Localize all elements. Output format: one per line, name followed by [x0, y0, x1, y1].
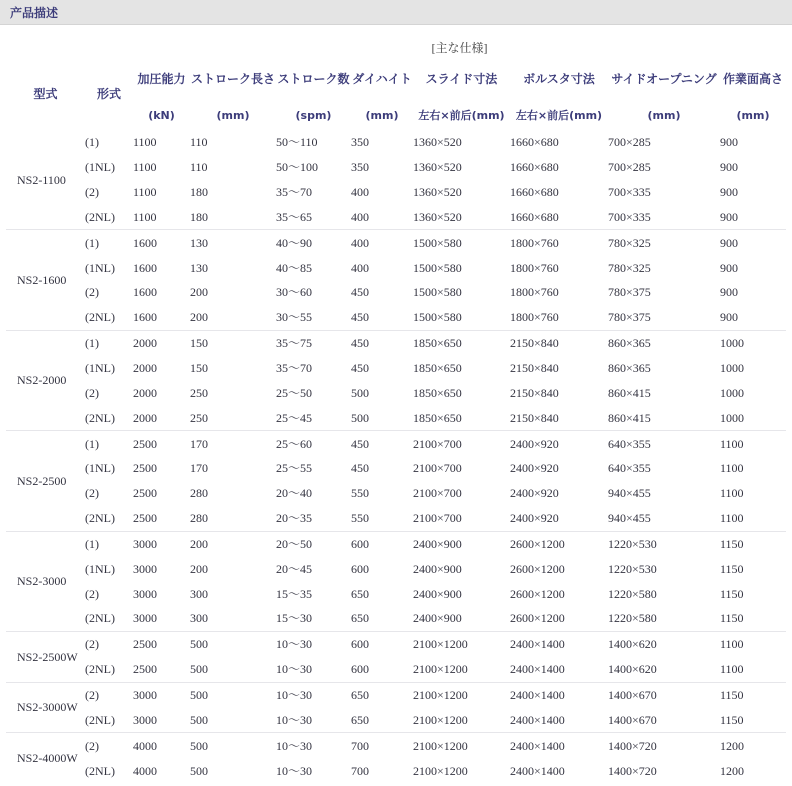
capacity-cell: 4000	[133, 733, 190, 758]
stroke-count-cell: 10～30	[276, 662, 313, 677]
slide-size-cell: 1850×650	[413, 361, 462, 376]
capacity-cell: 3000	[133, 531, 190, 556]
slide-size-cell: 2100×700	[413, 486, 462, 501]
stroke-count-cell: 20～35	[276, 511, 313, 526]
stroke-length-cell: 250	[190, 385, 208, 400]
bolster-size-cell: 2400×1400	[510, 733, 608, 758]
bolster-size-cell: 1800×760	[510, 260, 559, 275]
die-height-cell: 700	[351, 763, 369, 778]
bolster-size-cell: 2400×920	[510, 486, 559, 501]
form-cell: (2NL)	[85, 209, 115, 224]
die-height-cell: 450	[351, 431, 413, 456]
capacity-cell: 2500	[133, 511, 157, 526]
bolster-size-cell: 2150×840	[510, 330, 608, 355]
die-height-cell: 600	[351, 561, 369, 576]
side-opening-cell: 1220×530	[608, 561, 657, 576]
slide-size-cell: 1500×580	[413, 260, 462, 275]
work-height-cell: 1100	[720, 431, 786, 456]
work-height-cell: 1150	[720, 531, 786, 556]
unit-stroke-length: (mm)	[216, 108, 250, 122]
stroke-length-cell: 280	[190, 511, 208, 526]
capacity-cell: 3000	[133, 586, 157, 601]
stroke-count-cell: 20～45	[276, 561, 313, 576]
form-cell: (1)	[85, 135, 99, 150]
form-cell: (2NL)	[85, 712, 115, 727]
form-cell: (1NL)	[85, 561, 115, 576]
die-height-cell: 650	[351, 682, 413, 707]
table-row	[6, 657, 786, 682]
capacity-cell: 1100	[133, 209, 157, 224]
side-opening-cell: 1220×530	[608, 531, 720, 556]
bolster-size-cell: 2600×1200	[510, 561, 565, 576]
capacity-cell: 4000	[133, 763, 157, 778]
capacity-cell: 2500	[133, 662, 157, 677]
die-height-cell: 350	[351, 135, 369, 150]
table-row	[6, 431, 786, 456]
side-opening-cell: 700×335	[608, 185, 651, 200]
col-header-die-height: ダイハイト	[352, 71, 412, 86]
bolster-size-cell: 2400×1400	[510, 682, 608, 707]
stroke-count-cell: 25～50	[276, 385, 313, 400]
model-cell: NS2-3000W	[6, 682, 85, 733]
unit-capacity: (kN)	[148, 108, 175, 122]
stroke-length-cell: 500	[190, 763, 208, 778]
stroke-length-cell: 500	[190, 631, 276, 656]
unit-side-opening: (mm)	[647, 108, 681, 122]
stroke-length-cell: 300	[190, 586, 208, 601]
die-height-cell: 500	[351, 385, 369, 400]
side-opening-cell: 1400×620	[608, 631, 720, 656]
capacity-cell: 2500	[133, 631, 190, 656]
stroke-length-cell: 170	[190, 461, 208, 476]
stroke-count-cell: 15～30	[276, 611, 313, 626]
table-row	[6, 280, 786, 305]
slide-size-cell: 2100×1200	[413, 631, 510, 656]
unit-die-height: (mm)	[365, 108, 399, 122]
work-height-cell: 1100	[720, 486, 744, 501]
work-height-cell: 1000	[720, 410, 744, 425]
stroke-count-cell: 10～30	[276, 763, 313, 778]
form-cell: (2NL)	[85, 310, 115, 325]
work-height-cell: 900	[720, 135, 738, 150]
die-height-cell: 600	[351, 531, 413, 556]
table-row	[6, 330, 786, 355]
work-height-cell: 1200	[720, 733, 786, 758]
work-height-cell: 900	[720, 310, 738, 325]
work-height-cell: 1000	[720, 385, 744, 400]
section-header	[0, 0, 792, 25]
die-height-cell: 450	[351, 461, 369, 476]
bolster-size-cell: 2400×920	[510, 431, 608, 456]
work-height-cell: 900	[720, 160, 738, 175]
slide-size-cell: 1850×650	[413, 385, 462, 400]
die-height-cell: 550	[351, 511, 369, 526]
stroke-length-cell: 500	[190, 712, 208, 727]
stroke-count-cell: 35～65	[276, 209, 313, 224]
table-row	[6, 733, 786, 758]
capacity-cell: 1100	[133, 160, 157, 175]
form-cell: (1NL)	[85, 260, 115, 275]
slide-size-cell: 2400×900	[413, 586, 462, 601]
stroke-length-cell: 200	[190, 285, 208, 300]
stroke-length-cell: 500	[190, 662, 208, 677]
side-opening-cell: 1400×620	[608, 662, 657, 677]
work-height-cell: 1150	[720, 712, 744, 727]
die-height-cell: 700	[351, 733, 413, 758]
die-height-cell: 650	[351, 586, 369, 601]
die-height-cell: 650	[351, 611, 369, 626]
capacity-cell: 3000	[133, 561, 157, 576]
form-cell: (1)	[85, 531, 133, 556]
side-opening-cell: 860×415	[608, 410, 651, 425]
work-height-cell: 1150	[720, 611, 744, 626]
side-opening-cell: 860×365	[608, 361, 651, 376]
capacity-cell: 3000	[133, 712, 157, 727]
table-row	[6, 606, 786, 631]
form-cell: (2)	[85, 733, 133, 758]
stroke-length-cell: 130	[190, 260, 208, 275]
work-height-cell: 900	[720, 285, 738, 300]
section-title: 产品描述	[10, 6, 59, 20]
model-cell: NS2-3000	[6, 531, 85, 631]
capacity-cell: 1100	[133, 135, 157, 150]
slide-size-cell: 1360×520	[413, 209, 462, 224]
spec-table-body	[6, 130, 786, 783]
bolster-size-cell: 1660×680	[510, 135, 559, 150]
table-row	[6, 682, 786, 707]
stroke-count-cell: 10～30	[276, 631, 351, 656]
stroke-length-cell: 130	[190, 230, 276, 255]
work-height-cell: 1100	[720, 511, 744, 526]
capacity-cell: 1100	[133, 185, 157, 200]
stroke-count-cell: 50～110	[276, 135, 318, 150]
form-cell: (1)	[85, 230, 133, 255]
capacity-cell: 1600	[133, 260, 157, 275]
stroke-count-cell: 35～75	[276, 330, 351, 355]
slide-size-cell: 2100×1200	[413, 712, 468, 727]
form-cell: (2NL)	[85, 611, 115, 626]
capacity-cell: 1600	[133, 230, 190, 255]
work-height-cell: 1150	[720, 561, 744, 576]
side-opening-cell: 940×455	[608, 486, 651, 501]
bolster-size-cell: 2600×1200	[510, 531, 608, 556]
work-height-cell: 1100	[720, 631, 786, 656]
col-header-work-height: 作業面高さ	[722, 71, 783, 86]
table-row	[6, 155, 786, 180]
slide-size-cell: 1500×580	[413, 230, 510, 255]
table-row	[6, 356, 786, 381]
unit-stroke-count: (spm)	[295, 108, 332, 122]
table-row	[6, 631, 786, 656]
slide-size-cell: 2100×700	[413, 431, 510, 456]
stroke-count-cell: 10～30	[276, 712, 313, 727]
table-row	[6, 230, 786, 255]
die-height-cell: 500	[351, 410, 369, 425]
die-height-cell: 450	[351, 285, 369, 300]
model-cell: NS2-2500	[6, 431, 85, 531]
slide-size-cell: 2100×1200	[413, 763, 468, 778]
stroke-length-cell: 150	[190, 330, 276, 355]
stroke-count-cell: 30～60	[276, 285, 313, 300]
bolster-size-cell: 2150×840	[510, 385, 559, 400]
work-height-cell: 1000	[720, 361, 744, 376]
table-row	[6, 255, 786, 280]
slide-size-cell: 2400×900	[413, 611, 462, 626]
side-opening-cell: 860×415	[608, 385, 651, 400]
work-height-cell: 1150	[720, 586, 744, 601]
die-height-cell: 450	[351, 330, 413, 355]
bolster-size-cell: 2400×1400	[510, 631, 608, 656]
stroke-length-cell: 110	[190, 135, 208, 150]
stroke-length-cell: 180	[190, 209, 208, 224]
side-opening-cell: 700×285	[608, 135, 651, 150]
col-header-stroke-length: ストローク長さ	[190, 71, 275, 86]
form-cell: (2)	[85, 185, 99, 200]
unit-bolster-size: 左右×前后(mm)	[515, 108, 603, 122]
spec-note: [主な仕様]	[431, 40, 488, 55]
model-cell: NS2-1100	[17, 172, 66, 187]
stroke-count-cell: 35～70	[276, 185, 313, 200]
table-row	[6, 707, 786, 732]
slide-size-cell: 2100×1200	[413, 682, 510, 707]
table-row	[6, 531, 786, 556]
bolster-size-cell: 1800×760	[510, 285, 559, 300]
capacity-cell: 2500	[133, 486, 157, 501]
side-opening-cell: 940×455	[608, 511, 651, 526]
col-header-model: 型式	[33, 86, 58, 101]
slide-size-cell: 1850×650	[413, 330, 510, 355]
stroke-length-cell: 500	[190, 682, 276, 707]
side-opening-cell: 700×285	[608, 160, 651, 175]
stroke-count-cell: 15～35	[276, 586, 313, 601]
capacity-cell: 2000	[133, 410, 157, 425]
die-height-cell: 400	[351, 185, 369, 200]
stroke-length-cell: 200	[190, 531, 276, 556]
capacity-cell: 3000	[133, 682, 190, 707]
bolster-size-cell: 2400×920	[510, 511, 559, 526]
stroke-length-cell: 300	[190, 611, 208, 626]
form-cell: (1NL)	[85, 160, 115, 175]
stroke-count-cell: 20～50	[276, 531, 351, 556]
side-opening-cell: 1220×580	[608, 611, 657, 626]
slide-size-cell: 1500×580	[413, 310, 462, 325]
die-height-cell: 650	[351, 712, 369, 727]
form-cell: (2)	[85, 631, 133, 656]
model-cell: NS2-1600	[6, 230, 85, 330]
stroke-count-cell: 10～30	[276, 682, 351, 707]
work-height-cell: 900	[720, 209, 738, 224]
slide-size-cell: 1360×520	[413, 135, 462, 150]
form-cell: (1NL)	[85, 361, 115, 376]
side-opening-cell: 640×355	[608, 431, 720, 456]
spec-table	[6, 38, 786, 783]
slide-size-cell: 2100×1200	[413, 733, 510, 758]
capacity-cell: 2500	[133, 431, 190, 456]
capacity-cell: 1600	[133, 310, 157, 325]
stroke-count-cell: 35～70	[276, 361, 313, 376]
bolster-size-cell: 2600×1200	[510, 611, 565, 626]
stroke-count-cell: 10～30	[276, 733, 351, 758]
side-opening-cell: 1400×670	[608, 712, 657, 727]
side-opening-cell: 700×335	[608, 209, 651, 224]
die-height-cell: 400	[351, 209, 369, 224]
stroke-length-cell: 250	[190, 410, 208, 425]
form-cell: (2NL)	[85, 662, 115, 677]
die-height-cell: 400	[351, 260, 369, 275]
side-opening-cell: 1400×670	[608, 682, 720, 707]
side-opening-cell: 780×325	[608, 260, 651, 275]
col-header-slide-size: スライド寸法	[425, 71, 498, 86]
bolster-size-cell: 1660×680	[510, 160, 559, 175]
form-cell: (2)	[85, 385, 99, 400]
form-cell: (2NL)	[85, 410, 115, 425]
col-header-stroke-count: ストローク数	[277, 71, 350, 86]
slide-size-cell: 1500×580	[413, 285, 462, 300]
bolster-size-cell: 1660×680	[510, 185, 559, 200]
capacity-cell: 2500	[133, 461, 157, 476]
bolster-size-cell: 2400×920	[510, 461, 559, 476]
stroke-length-cell: 200	[190, 561, 208, 576]
form-cell: (2)	[85, 285, 99, 300]
col-header-form: 形式	[96, 86, 121, 101]
table-row	[6, 405, 786, 430]
model-cell: NS2-2000	[6, 330, 85, 430]
die-height-cell: 550	[351, 486, 369, 501]
slide-size-cell: 1360×520	[413, 185, 462, 200]
form-cell: (1NL)	[85, 461, 115, 476]
stroke-length-cell: 180	[190, 185, 208, 200]
form-cell: (2)	[85, 682, 133, 707]
stroke-length-cell: 500	[190, 733, 276, 758]
unit-slide-size: 左右×前后(mm)	[418, 108, 505, 122]
slide-size-cell: 2100×1200	[413, 662, 468, 677]
die-height-cell: 350	[351, 160, 369, 175]
die-height-cell: 450	[351, 361, 369, 376]
bolster-size-cell: 1800×760	[510, 310, 559, 325]
work-height-cell: 1200	[720, 763, 744, 778]
stroke-length-cell: 150	[190, 361, 208, 376]
col-header-capacity: 加圧能力	[137, 71, 186, 86]
table-row	[6, 205, 786, 230]
form-cell: (2)	[85, 586, 99, 601]
side-opening-cell: 780×325	[608, 230, 720, 255]
form-cell: (1)	[85, 330, 133, 355]
col-header-bolster-size: ボルスタ寸法	[523, 71, 595, 86]
capacity-cell: 2000	[133, 361, 157, 376]
bolster-size-cell: 2600×1200	[510, 586, 565, 601]
table-row	[6, 581, 786, 606]
capacity-cell: 2000	[133, 330, 190, 355]
table-row	[6, 556, 786, 581]
work-height-cell: 1000	[720, 330, 786, 355]
form-cell: (2NL)	[85, 511, 115, 526]
col-header-side-opening: サイドオープニング	[611, 71, 717, 86]
die-height-cell: 600	[351, 662, 369, 677]
stroke-count-cell: 25～45	[276, 410, 313, 425]
side-opening-cell: 1400×720	[608, 733, 720, 758]
side-opening-cell: 1400×720	[608, 763, 657, 778]
stroke-length-cell: 200	[190, 310, 208, 325]
work-height-cell: 1150	[720, 682, 786, 707]
slide-size-cell: 2100×700	[413, 511, 462, 526]
capacity-cell: 1600	[133, 285, 157, 300]
work-height-cell: 1100	[720, 461, 744, 476]
bolster-size-cell: 1660×680	[510, 209, 559, 224]
bolster-size-cell: 2400×1400	[510, 712, 565, 727]
die-height-cell: 400	[351, 230, 413, 255]
stroke-count-cell: 40～85	[276, 260, 313, 275]
stroke-count-cell: 20～40	[276, 486, 313, 501]
form-cell: (1)	[85, 431, 133, 456]
stroke-count-cell: 25～60	[276, 431, 351, 456]
stroke-length-cell: 280	[190, 486, 208, 501]
table-row	[6, 456, 786, 481]
stroke-count-cell: 50～100	[276, 160, 319, 175]
die-height-cell: 450	[351, 310, 369, 325]
stroke-length-cell: 170	[190, 431, 276, 456]
slide-size-cell: 1850×650	[413, 410, 462, 425]
bolster-size-cell: 2400×1400	[510, 763, 565, 778]
table-row	[6, 180, 786, 205]
side-opening-cell: 1220×580	[608, 586, 657, 601]
capacity-cell: 3000	[133, 611, 157, 626]
stroke-count-cell: 40～90	[276, 230, 351, 255]
capacity-cell: 2000	[133, 385, 157, 400]
side-opening-cell: 780×375	[608, 310, 651, 325]
slide-size-cell: 1360×520	[413, 160, 462, 175]
bolster-size-cell: 2150×840	[510, 410, 559, 425]
side-opening-cell: 780×375	[608, 285, 651, 300]
model-cell: NS2-4000W	[6, 733, 85, 783]
model-cell: NS2-2500W	[6, 631, 85, 682]
table-row	[6, 506, 786, 531]
bolster-size-cell: 2400×1400	[510, 662, 565, 677]
table-row	[6, 130, 786, 155]
work-height-cell: 1100	[720, 662, 744, 677]
slide-size-cell: 2400×900	[413, 561, 462, 576]
side-opening-cell: 640×355	[608, 461, 651, 476]
work-height-cell: 900	[720, 230, 786, 255]
form-cell: (2)	[85, 486, 99, 501]
slide-size-cell: 2100×700	[413, 461, 462, 476]
table-row	[6, 481, 786, 506]
stroke-count-cell: 30～55	[276, 310, 313, 325]
unit-work-height: (mm)	[736, 108, 770, 122]
table-row	[6, 305, 786, 330]
bolster-size-cell: 2150×840	[510, 361, 559, 376]
side-opening-cell: 860×365	[608, 330, 720, 355]
slide-size-cell: 2400×900	[413, 531, 510, 556]
work-height-cell: 900	[720, 260, 738, 275]
table-row	[6, 380, 786, 405]
stroke-length-cell: 110	[190, 160, 208, 175]
form-cell: (2NL)	[85, 763, 115, 778]
stroke-count-cell: 25～55	[276, 461, 313, 476]
table-row	[6, 758, 786, 783]
work-height-cell: 900	[720, 185, 738, 200]
bolster-size-cell: 1800×760	[510, 230, 608, 255]
die-height-cell: 600	[351, 631, 413, 656]
